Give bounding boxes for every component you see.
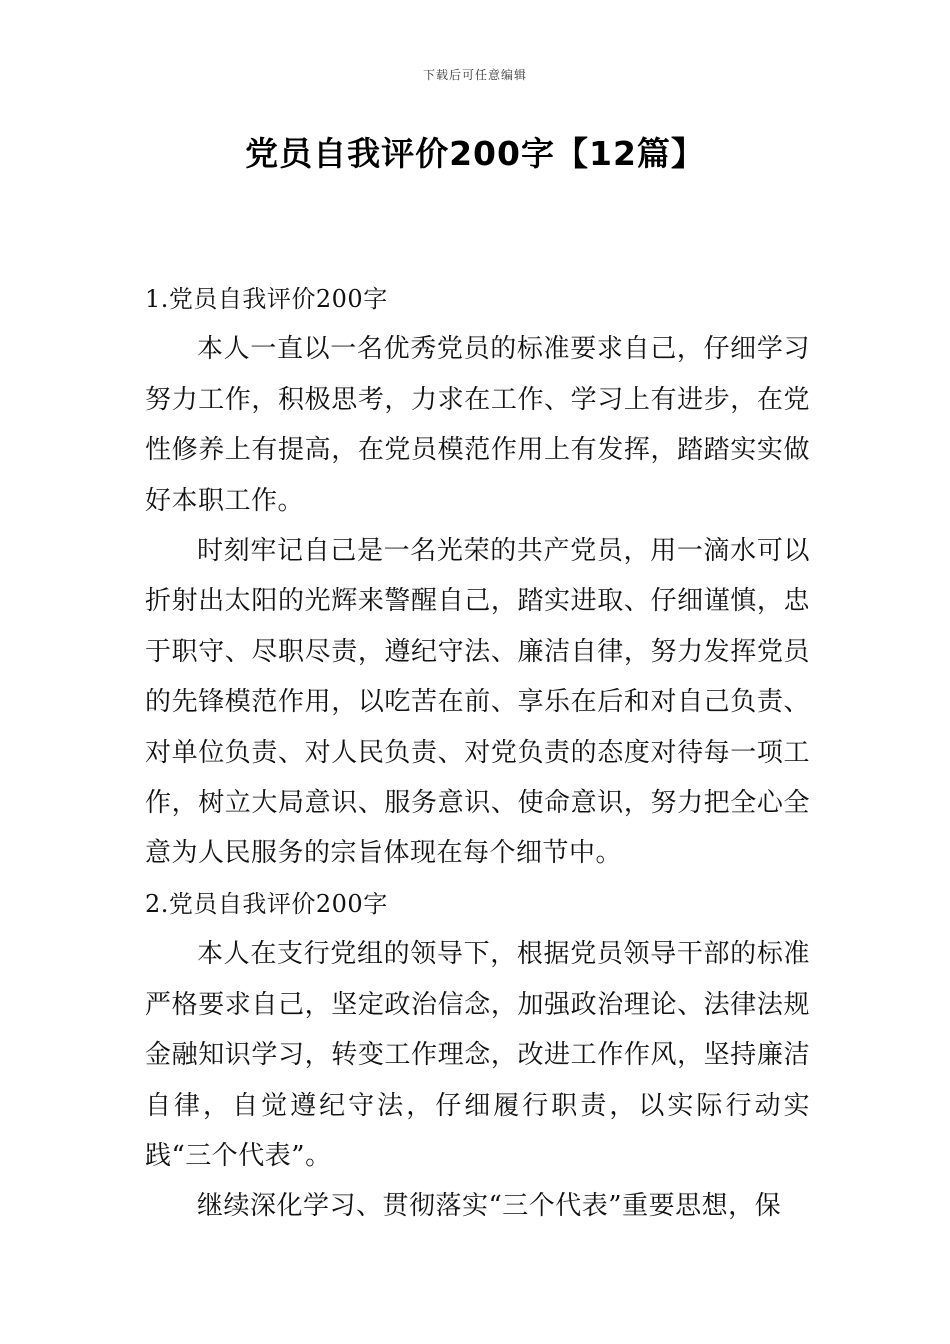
document-title: 党员自我评价200字【12篇】 — [245, 134, 705, 173]
paragraph: 本人一直以一名优秀党员的标准要求自己，仔细学习努力工作，积极思考，力求在工作、学习上有进步，在党性修养上有提高，在党员模范作用上有发挥，踏踏实实做好本职工作。 — [145, 334, 810, 516]
paragraph: 时刻牢记自己是一名光荣的共产党员，用一滴水可以折射出太阳的光辉来警醒自己，踏实进取、仔细谨慎，忠于职守、尽职尽责，遵纪守法、廉洁自律，努力发挥党员的先锋模范作用，以吃苦在前、享乐在后和对自己负责、对单位负责、对人民负责、对党负责的态度对待每一项工作，树立大局意识、服务意识、使命意识，努力把全心全意为人民服务的宗旨体现在每个细节中。 — [145, 536, 810, 869]
section-heading: 2.党员自我评价200字 — [145, 889, 388, 918]
section-1 — [145, 274, 810, 879]
paragraph: 本人在支行党组的领导下，根据党员领导干部的标准严格要求自己，坚定政治信念，加强政治理论、法律法规金融知识学习，转变工作理念，改进工作作风，坚持廉洁自律，自觉遵纪守法，仔细履行职责，以实际行动实践“三个代表”。 — [145, 939, 810, 1171]
header-note: 下载后可任意编辑 — [422, 68, 527, 82]
paragraph: 继续深化学习、贯彻落实“三个代表”重要思想，保 — [197, 1191, 782, 1222]
document-body — [145, 274, 810, 1232]
section-heading: 1.党员自我评价200字 — [145, 285, 388, 313]
section-2 — [145, 879, 810, 1232]
